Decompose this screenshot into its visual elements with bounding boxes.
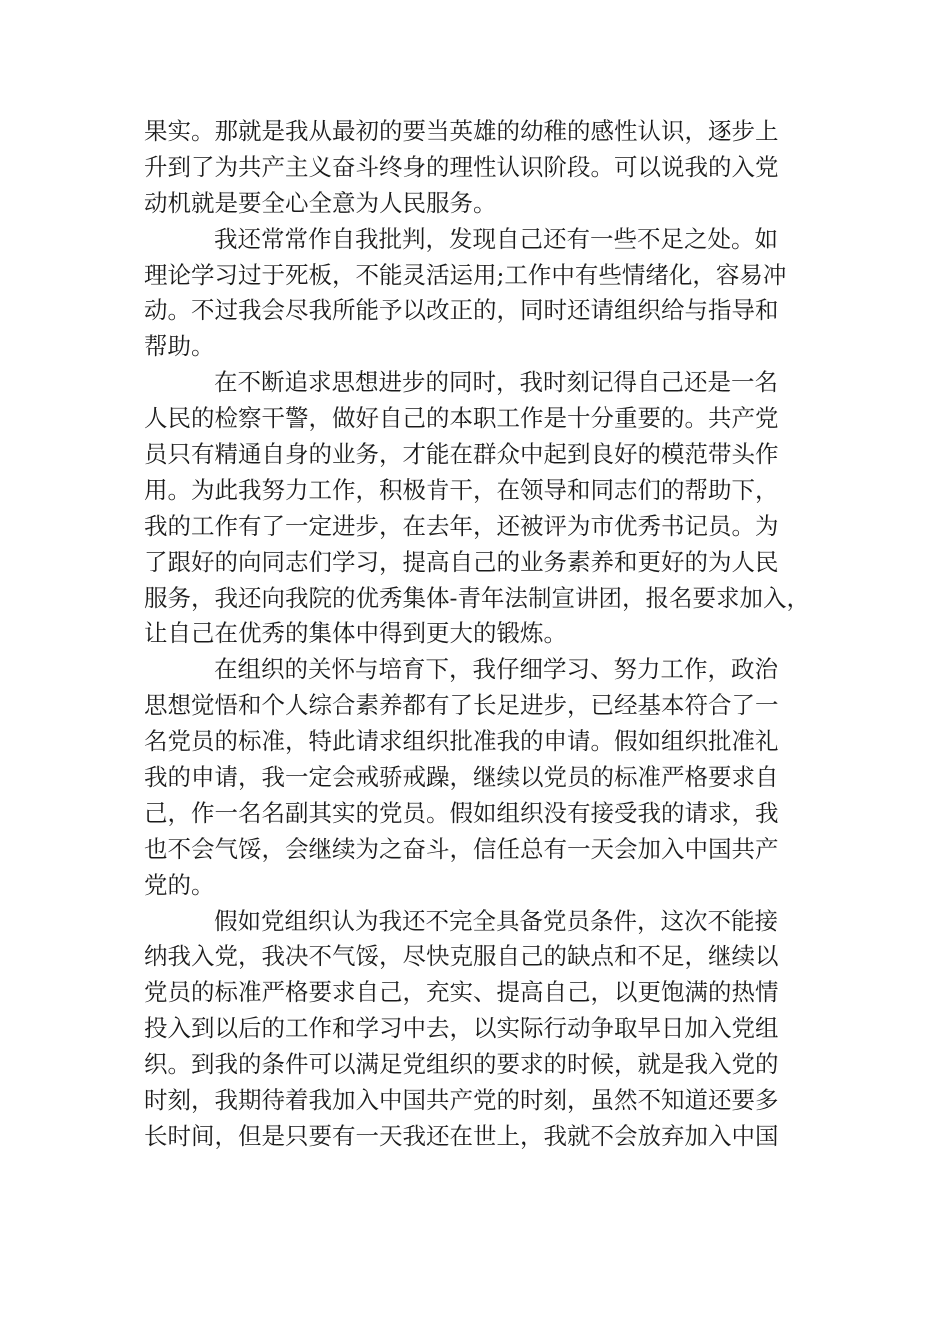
text-line: 党的。	[144, 870, 215, 899]
text-line: 投入到以后的工作和学习中去，以实际行动争取早日加入党组	[144, 1014, 779, 1043]
text-line: 也不会气馁，会继续为之奋斗，信任总有一天会加入中国共产	[144, 834, 779, 863]
text-line: 动机就是要全心全意为人民服务。	[144, 188, 497, 217]
text-line: 让自己在优秀的集体中得到更大的锻炼。	[144, 619, 567, 648]
paragraph	[144, 222, 824, 366]
text-line: 升到了为共产主义奋斗终身的理性认识阶段。可以说我的入党	[144, 152, 779, 181]
text-line: 我的工作有了一定进步，在去年，还被评为市优秀书记员。为	[144, 511, 779, 540]
text-line: 服务，我还向我院的优秀集体-青年法制宣讲团，报名要求加入，	[144, 583, 810, 612]
text-line: 在不断追求思想进步的同时，我时刻记得自己还是一名	[214, 368, 778, 397]
paragraph	[144, 365, 824, 652]
paragraph	[144, 904, 824, 1155]
text-line: 时刻，我期待着我加入中国共产党的时刻，虽然不知道还要多	[144, 1086, 779, 1115]
text-line: 了跟好的向同志们学习，提高自己的业务素养和更好的为人民	[144, 547, 779, 576]
text-line: 长时间，但是只要有一天我还在世上，我就不会放弃加入中国	[144, 1121, 779, 1150]
text-line: 思想觉悟和个人综合素养都有了长足进步，已经基本符合了一	[144, 691, 779, 720]
paragraph	[144, 114, 824, 222]
text-line: 假如党组织认为我还不完全具备党员条件，这次不能接	[214, 906, 778, 935]
text-line: 人民的检察干警，做好自己的本职工作是十分重要的。共产党	[144, 404, 779, 433]
text-line: 在组织的关怀与培育下，我仔细学习、努力工作，政治	[214, 655, 778, 684]
text-line: 我还常常作自我批判，发现自己还有一些不足之处。如	[214, 224, 778, 253]
text-line: 用。为此我努力工作，积极肯干，在领导和同志们的帮助下，	[144, 475, 779, 504]
text-line: 员只有精通自身的业务，才能在群众中起到良好的模范带头作	[144, 440, 779, 469]
text-line: 果实。那就是我从最初的要当英雄的幼稚的感性认识，逐步上	[144, 117, 779, 145]
text-line: 理论学习过于死板，不能灵活运用;工作中有些情绪化，容易冲	[144, 260, 787, 289]
text-line: 帮助。	[144, 332, 215, 361]
text-line: 我的申请，我一定会戒骄戒躁，继续以党员的标准严格要求自	[144, 763, 779, 792]
text-line: 名党员的标准，特此请求组织批准我的申请。假如组织批准礼	[144, 727, 779, 756]
text-line: 纳我入党，我决不气馁，尽快克服自己的缺点和不足，继续以	[144, 942, 779, 971]
text-line: 织。到我的条件可以满足党组织的要求的时候，就是我入党的	[144, 1050, 779, 1079]
text-line: 动。不过我会尽我所能予以改正的，同时还请组织给与指导和	[144, 296, 779, 325]
text-line: 己，作一名名副其实的党员。假如组织没有接受我的请求，我	[144, 798, 779, 827]
text-line: 党员的标准严格要求自己，充实、提高自己，以更饱满的热情	[144, 978, 779, 1007]
paragraph	[144, 652, 824, 903]
document-body	[144, 114, 824, 1155]
